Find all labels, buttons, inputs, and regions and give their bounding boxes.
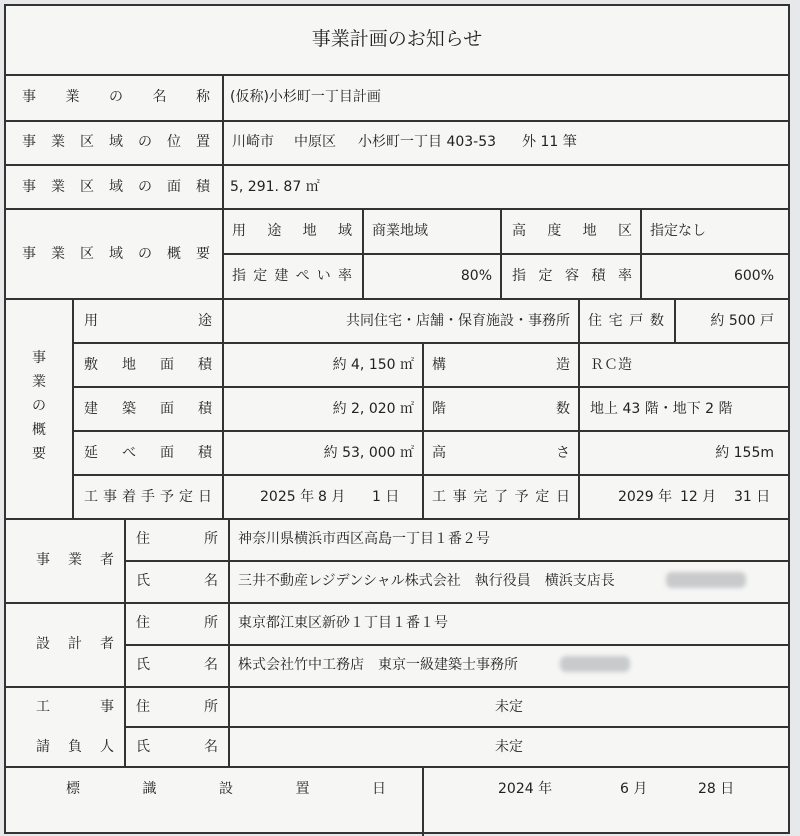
end-month: 12 月 (680, 489, 717, 505)
building-area-label: 建築面積 (84, 401, 212, 417)
structure-label: 構造 (432, 357, 570, 373)
far-value: 600% (733, 268, 774, 284)
area-value: 5, 291. 87 ㎡ (230, 179, 320, 195)
contractor-address-label: 住所 (136, 699, 218, 715)
designer-address-label: 住所 (136, 615, 218, 631)
designer-name-label: 氏名 (136, 657, 218, 673)
height-value: 約 155m (715, 445, 774, 461)
location-ward: 中原区 (294, 134, 336, 150)
sign-date-year: 2024 年 (498, 781, 553, 797)
location-city: 川崎市 (232, 134, 274, 150)
end-year: 2029 年 (618, 489, 673, 505)
use-zone-value: 商業地域 (372, 223, 428, 239)
sign-date-day: 28 日 (698, 781, 735, 797)
business-name-value: 三井不動産レジデンシャル株式会社 執行役員 横浜支店長 (238, 573, 615, 589)
start-month: 8 月 (318, 489, 346, 505)
business-name-label: 氏名 (136, 573, 218, 589)
project-name-value: (仮称)小杉町一丁目計画 (230, 89, 381, 105)
floors-value: 地上 43 階・地下 2 階 (590, 401, 733, 417)
page-title: 事業計画のお知らせ (311, 28, 483, 50)
height-zone-value: 指定なし (650, 223, 706, 239)
area-label: 事業区域の面積 (22, 179, 210, 195)
designer-label: 設計者 (36, 636, 114, 652)
structure-value: ＲＣ造 (590, 357, 632, 373)
redacted-designer (560, 656, 630, 672)
contractor-name-value: 未定 (495, 739, 523, 755)
bcr-value: 80% (460, 268, 492, 284)
business-address-label: 住所 (136, 531, 218, 547)
height-zone-label: 高度地区 (512, 223, 632, 239)
bcr-label: 指定建ぺい率 (232, 268, 352, 284)
far-label: 指定容積率 (512, 268, 632, 284)
business-label: 事業者 (36, 552, 114, 568)
business-address-value: 神奈川県横浜市西区高島一丁目１番２号 (238, 531, 490, 547)
sign-date-month: 6 月 (620, 781, 648, 797)
use-value: 共同住宅・店舗・保育施設・事務所 (346, 313, 570, 329)
end-day: 31 日 (734, 489, 771, 505)
floors-label: 階数 (432, 401, 570, 417)
site-area-value: 約 4, 150 ㎡ (332, 357, 414, 373)
notice-sign (4, 4, 790, 834)
end-date-label: 工事完了予定日 (432, 489, 570, 505)
units-label: 住宅戸数 (588, 313, 664, 329)
location-extra: 外 11 筆 (522, 134, 577, 150)
contractor-name-label: 氏名 (136, 739, 218, 755)
height-label: 高さ (432, 445, 570, 461)
start-date-label: 工事着手予定日 (84, 489, 212, 505)
project-name-label: 事業の名称 (22, 89, 210, 105)
floor-area-value: 約 53, 000 ㎡ (323, 445, 414, 461)
floor-area-label: 延べ面積 (84, 445, 212, 461)
overview-label: 事業区域の概要 (22, 246, 210, 262)
sign-date-label: 標識設置日 (66, 781, 386, 797)
building-area-value: 約 2, 020 ㎡ (332, 401, 414, 417)
contractor-label-bottom: 請負人 (36, 739, 114, 755)
location-label: 事業区域の位置 (22, 134, 210, 150)
location-address: 小杉町一丁目 403-53 (358, 134, 497, 150)
site-area-label: 敷地面積 (84, 357, 212, 373)
start-day: 1 日 (372, 489, 400, 505)
use-label: 用途 (84, 313, 212, 329)
start-year: 2025 年 (260, 489, 315, 505)
project-overview-side-label: 事業の概要 (32, 350, 46, 462)
contractor-label-top: 工事 (36, 699, 114, 715)
use-zone-label: 用途地域 (232, 223, 352, 239)
units-value: 約 500 戸 (710, 313, 774, 329)
designer-address-value: 東京都江東区新砂１丁目１番１号 (238, 615, 448, 631)
contractor-address-value: 未定 (495, 699, 523, 715)
redacted-name (666, 572, 746, 588)
designer-name-value: 株式会社竹中工務店 東京一級建築士事務所 (238, 657, 518, 673)
